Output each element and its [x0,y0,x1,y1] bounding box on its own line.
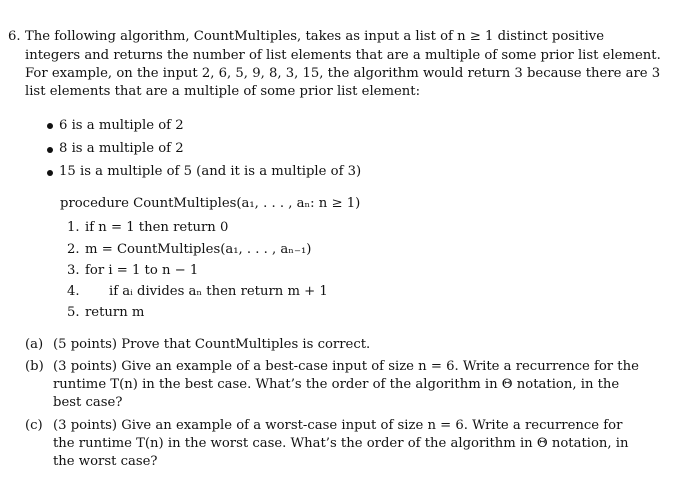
part-c-text-line-1: (3 points) Give an example of a worst-case input of size n = 6. Write a recurrence for [53,418,623,433]
bullet-item-2: 8 is a multiple of 2 [59,141,184,156]
bullet-item-3: 15 is a multiple of 5 (and it is a multiple of 3) [59,164,362,179]
algorithm-step-4: if aᵢ divides aₙ then return m + 1 [109,284,328,299]
procedure-header: procedure CountMultiples(a₁, . . . , aₙ: n ≥ 1) [60,196,361,211]
intro-line-4: list elements that are a multiple of some prior list element: [25,84,421,99]
step-number-1: 1. [67,220,80,235]
part-c-text-line-3: the worst case? [53,454,158,469]
part-b-text-line-1: (3 points) Give an example of a best-case input of size n = 6. Write a recurrence for the [53,359,639,374]
part-b-text-line-2: runtime T(n) in the best case. What’s the order of the algorithm in Θ notation, in the [53,377,620,392]
algorithm-step-1: if n = 1 then return 0 [85,220,229,235]
intro-line-3: For example, on the input 2, 6, 5, 9, 8, 3, 15, the algorithm would return 3 because there are 3 [25,66,661,81]
step-number-2: 2. [67,242,80,257]
algorithm-step-3: for i = 1 to n − 1 [85,263,199,278]
bullet-icon [47,147,53,153]
part-b-text-line-3: best case? [53,395,123,410]
step-number-3: 3. [67,263,80,278]
step-number-5: 5. [67,305,80,320]
algorithm-step-2: m = CountMultiples(a₁, . . . , aₙ₋₁) [85,242,312,257]
part-b-label: (b) [25,359,44,374]
part-a-label: (a) [25,337,44,352]
part-c-label: (c) [25,418,43,433]
bullet-icon [47,170,53,176]
intro-line-1: The following algorithm, CountMultiples, takes as input a list of n ≥ 1 distinct positive [25,29,605,44]
algorithm-step-5: return m [85,305,145,320]
intro-line-2: integers and returns the number of list elements that are a multiple of some prior list element. [25,48,661,63]
part-a-text: (5 points) Prove that CountMultiples is correct. [53,337,371,352]
bullet-item-1: 6 is a multiple of 2 [59,118,184,133]
part-c-text-line-2: the runtime T(n) in the worst case. What’s the order of the algorithm in Θ notation, in [53,436,629,451]
step-number-4: 4. [67,284,80,299]
problem-number: 6. [8,29,21,44]
bullet-icon [47,123,53,129]
